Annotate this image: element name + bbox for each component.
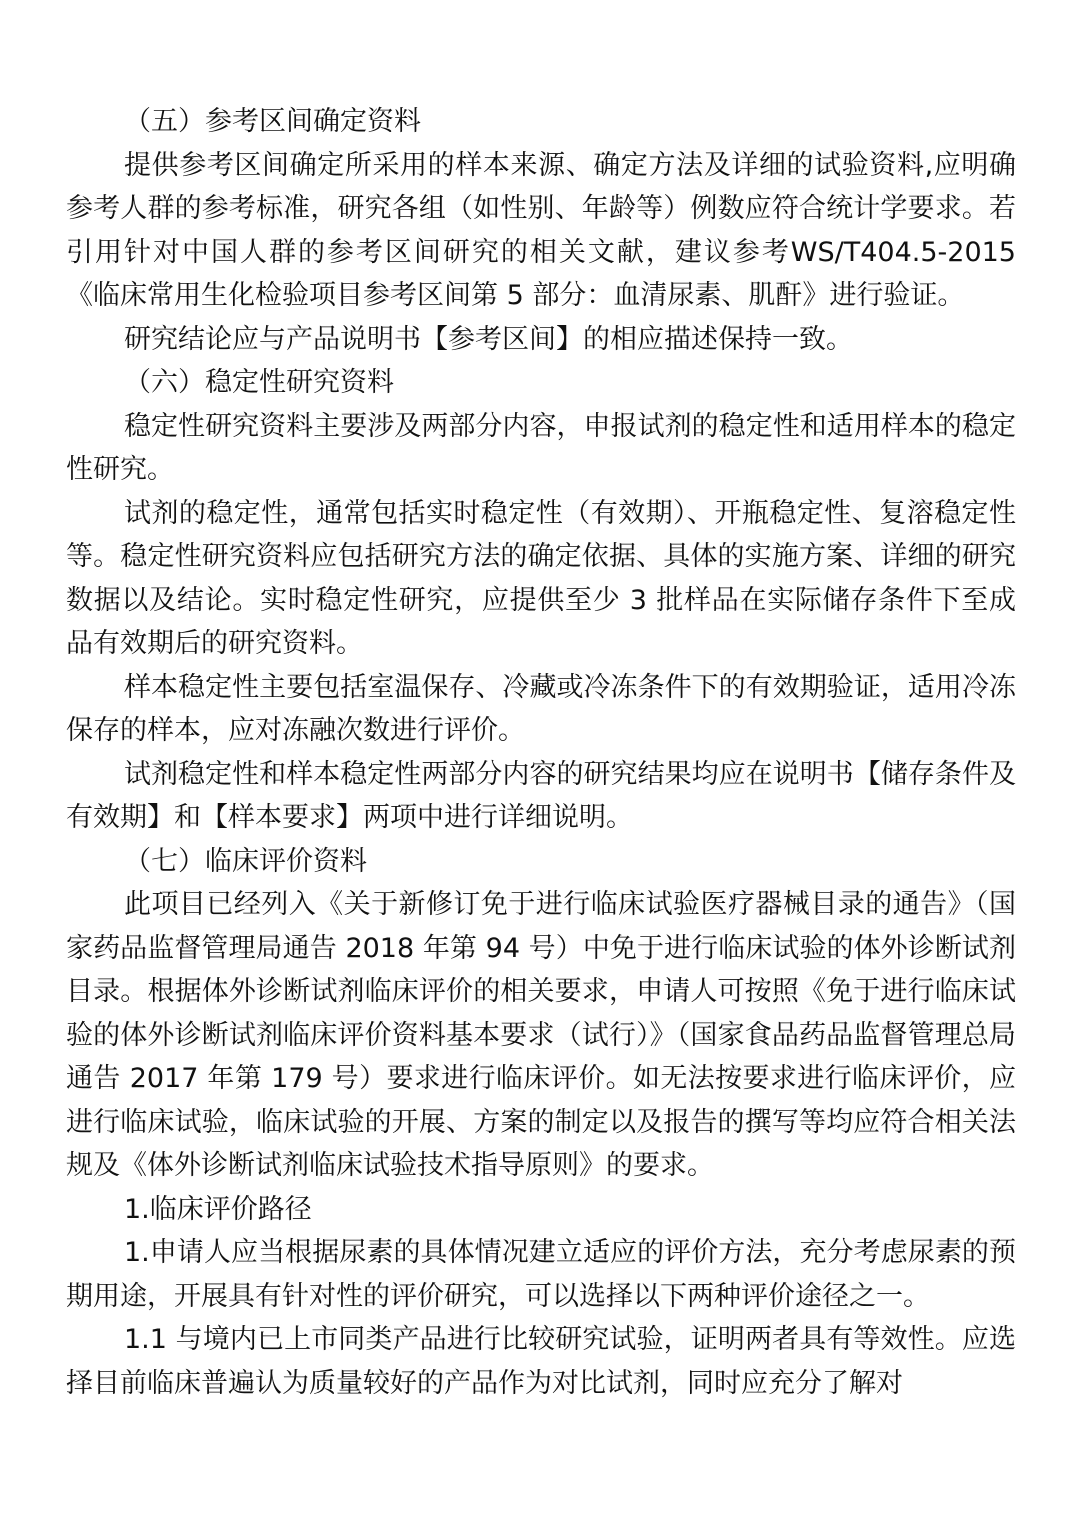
paragraph-reference-interval: 提供参考区间确定所采用的样本来源、确定方法及详细的试验资料,应明确参考人群的参考标准，研究各组（如性别、年龄等）例数应符合统计学要求。若引用针对中国人群的参考区间研究的相关文献，建议参考WS/T404.5-2015《临床常用生化检验项目参考区间第 5 部分：血清尿素、肌酐》进行验证。 — [66, 149, 1016, 311]
paragraph-clinical-evaluation: 此项目已经列入《关于新修订免于进行临床试验医疗器械目录的通告》（国家药品监督管理局通告 2018 年第 94 号）中免于进行临床试验的体外诊断试剂目录。根据体外诊断试剂临床评价的相关要求，申请人可按照《免于进行临床试验的体外诊断试剂临床评价资料基本要求（试行）》（国家食品药品监督管理总局通告 2017 年第 179 号）要求进行临床评价。如无法按要求进行临床评价，应进行临床试验，临床试验的开展、方案的制定以及报告的撰写等均应符合相关法规及《体外诊断试剂临床试验技术指导原则》的要求。 — [66, 889, 1016, 1181]
paragraph-comparison-study: 1.1 与境内已上市同类产品进行比较研究试验，证明两者具有等效性。应选择目前临床普遍认为质量较好的产品作为对比试剂，同时应充分了解对 — [66, 1324, 1016, 1399]
section-heading-6: （六）稳定性研究资料 — [124, 367, 394, 398]
document-page — [66, 100, 1016, 1405]
paragraph-evaluation-method: 1.申请人应当根据尿素的具体情况建立适应的评价方法，充分考虑尿素的预期用途，开展具有针对性的评价研究，可以选择以下两种评价途径之一。 — [66, 1237, 1016, 1312]
paragraph-stability-results: 试剂稳定性和样本稳定性两部分内容的研究结果均应在说明书【储存条件及有效期】和【样本要求】两项中进行详细说明。 — [66, 758, 1016, 833]
paragraph-sample-stability: 样本稳定性主要包括室温保存、冷藏或冷冻条件下的有效期验证，适用冷冻保存的样本，应对冻融次数进行评价。 — [66, 671, 1016, 746]
section-heading-7: （七）临床评价资料 — [124, 845, 367, 877]
paragraph-stability-overview: 稳定性研究资料主要涉及两部分内容，申报试剂的稳定性和适用样本的稳定性研究。 — [66, 410, 1016, 485]
paragraph-reagent-stability: 试剂的稳定性，通常包括实时稳定性（有效期）、开瓶稳定性、复溶稳定性等。稳定性研究资料应包括研究方法的确定依据、具体的实施方案、详细的研究数据以及结论。实时稳定性研究，应提供至少 3 批样品在实际储存条件下至成品有效期后的研究资料。 — [66, 497, 1016, 659]
paragraph-reference-conclusion: 研究结论应与产品说明书【参考区间】的相应描述保持一致。 — [124, 323, 853, 355]
subheading-clinical-path: 1.临床评价路径 — [124, 1193, 312, 1225]
section-heading-5: （五）参考区间确定资料 — [124, 106, 421, 137]
